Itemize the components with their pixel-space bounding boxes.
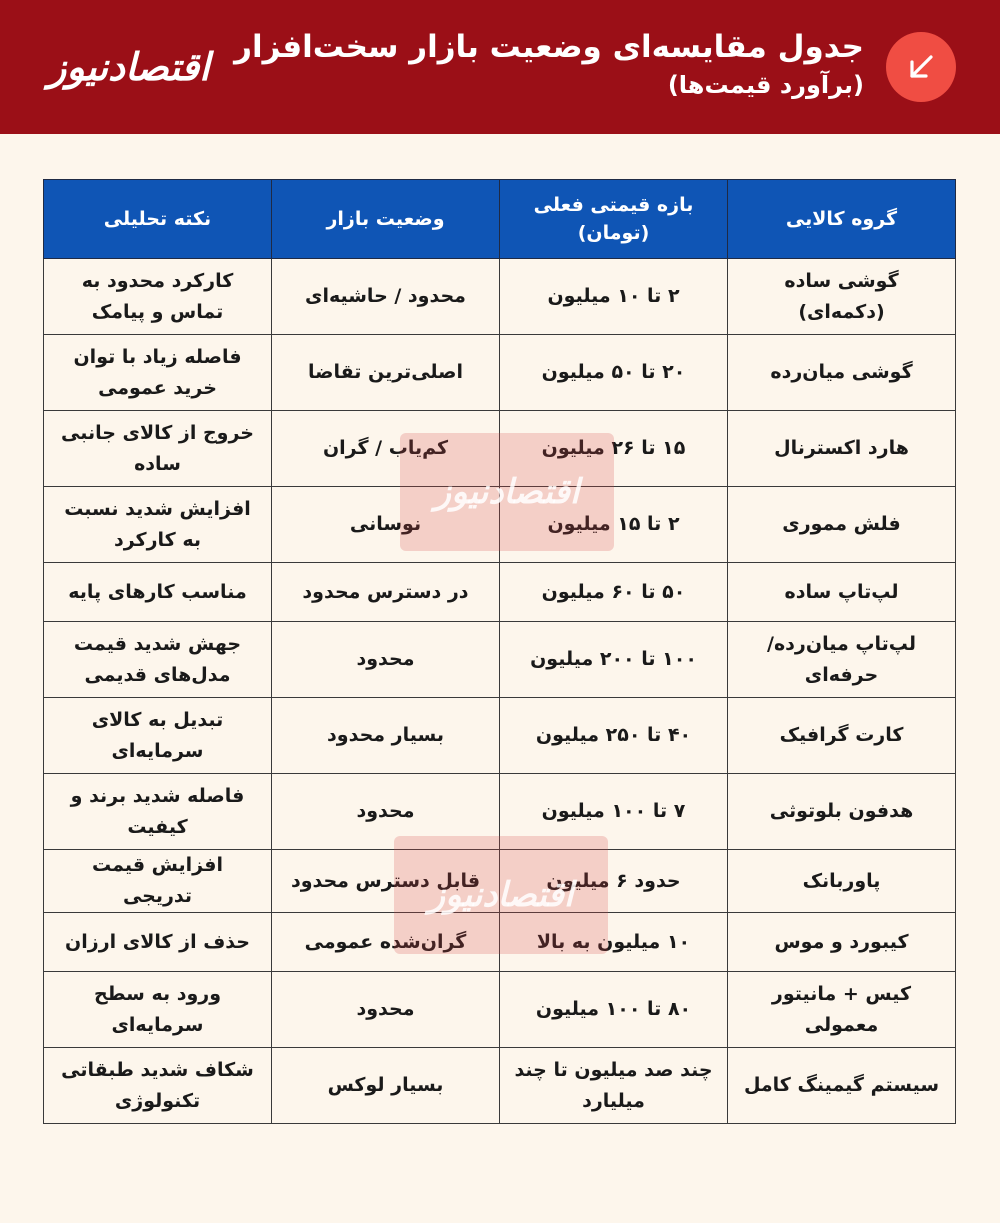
table-row xyxy=(44,411,956,487)
cell-group: لپ‌تاپ میان‌رده/ حرفه‌ای xyxy=(728,622,956,698)
cell-market: محدود xyxy=(272,622,500,698)
cell-note: کارکرد محدود به تماس و پیامک xyxy=(44,259,272,335)
cell-note: مناسب کارهای پایه xyxy=(44,563,272,622)
cell-price: ۲ تا ۱۵ میلیون xyxy=(500,487,728,563)
cell-group: کیبورد و موس xyxy=(728,913,956,972)
cell-group: گوشی میان‌رده xyxy=(728,335,956,411)
cell-market: قابل دسترس محدود xyxy=(272,850,500,913)
table-row xyxy=(44,1048,956,1124)
table-header-row xyxy=(44,180,956,259)
cell-note: افزایش قیمت تدریجی xyxy=(44,850,272,913)
cell-group: لپ‌تاپ ساده xyxy=(728,563,956,622)
cell-price: ۷ تا ۱۰۰ میلیون xyxy=(500,774,728,850)
cell-price: ۵۰ تا ۶۰ میلیون xyxy=(500,563,728,622)
cell-market: اصلی‌ترین تقاضا xyxy=(272,335,500,411)
cell-note: فاصله زیاد با توان خرید عمومی xyxy=(44,335,272,411)
cell-price: ۸۰ تا ۱۰۰ میلیون xyxy=(500,972,728,1048)
table-row xyxy=(44,487,956,563)
table-row xyxy=(44,698,956,774)
cell-market: بسیار محدود xyxy=(272,698,500,774)
column-header-market: وضعیت بازار xyxy=(272,180,500,259)
watermark-top: اقتصادنیوز xyxy=(400,433,614,551)
arrow-down-left-icon xyxy=(904,50,938,84)
comparison-table-container xyxy=(44,179,956,1124)
cell-group: هدفون بلوتوثی xyxy=(728,774,956,850)
watermark-bottom: اقتصادنیوز xyxy=(394,836,608,954)
column-header-note: نکته تحلیلی xyxy=(44,180,272,259)
cell-note: جهش شدید قیمت مدل‌های قدیمی xyxy=(44,622,272,698)
cell-price: ۱۰ میلیون به بالا xyxy=(500,913,728,972)
cell-group: پاوربانک xyxy=(728,850,956,913)
cell-note: فاصله شدید برند و کیفیت xyxy=(44,774,272,850)
cell-price: ۲۰ تا ۵۰ میلیون xyxy=(500,335,728,411)
page-subtitle: (برآورد قیمت‌ها) xyxy=(667,71,864,99)
cell-group: گوشی ساده (دکمه‌ای) xyxy=(728,259,956,335)
cell-price: ۱۰۰ تا ۲۰۰ میلیون xyxy=(500,622,728,698)
cell-group: کیس + مانیتور معمولی xyxy=(728,972,956,1048)
cell-note: شکاف شدید طبقاتی تکنولوژی xyxy=(44,1048,272,1124)
arrow-badge xyxy=(886,32,956,102)
table-row xyxy=(44,335,956,411)
table-row xyxy=(44,774,956,850)
cell-market: نوسانی xyxy=(272,487,500,563)
table-row xyxy=(44,259,956,335)
cell-note: افزایش شدید نسبت به کارکرد xyxy=(44,487,272,563)
cell-market: بسیار لوکس xyxy=(272,1048,500,1124)
column-header-group: گروه کالایی xyxy=(728,180,956,259)
cell-group: کارت گرافیک xyxy=(728,698,956,774)
table-row xyxy=(44,913,956,972)
cell-market: محدود xyxy=(272,972,500,1048)
cell-price: چند صد میلیون تا چند میلیارد xyxy=(500,1048,728,1124)
table-row xyxy=(44,850,956,913)
table-row xyxy=(44,972,956,1048)
cell-note: حذف از کالای ارزان xyxy=(44,913,272,972)
cell-group: فلش مموری xyxy=(728,487,956,563)
title-block xyxy=(234,26,864,102)
cell-price: حدود ۶ میلیون xyxy=(500,850,728,913)
cell-note: تبدیل به کالای سرمایه‌ای xyxy=(44,698,272,774)
brand-logo: اقتصادنیوز xyxy=(48,44,210,89)
cell-price: ۲ تا ۱۰ میلیون xyxy=(500,259,728,335)
cell-note: خروج از کالای جانبی ساده xyxy=(44,411,272,487)
table-row xyxy=(44,622,956,698)
cell-market: محدود / حاشیه‌ای xyxy=(272,259,500,335)
cell-market: محدود xyxy=(272,774,500,850)
table-row xyxy=(44,563,956,622)
column-header-price: بازه قیمتی فعلی (تومان) xyxy=(500,180,728,259)
page-header xyxy=(0,0,1000,134)
cell-market: در دسترس محدود xyxy=(272,563,500,622)
cell-market: کم‌یاب / گران xyxy=(272,411,500,487)
comparison-table xyxy=(43,179,956,1124)
cell-market: گران‌شده عمومی xyxy=(272,913,500,972)
cell-price: ۱۵ تا ۲۶ میلیون xyxy=(500,411,728,487)
cell-group: سیستم گیمینگ کامل xyxy=(728,1048,956,1124)
cell-price: ۴۰ تا ۲۵۰ میلیون xyxy=(500,698,728,774)
cell-note: ورود به سطح سرمایه‌ای xyxy=(44,972,272,1048)
cell-group: هارد اکسترنال xyxy=(728,411,956,487)
page-title: جدول مقایسه‌ای وضعیت بازار سخت‌افزار xyxy=(234,29,864,65)
